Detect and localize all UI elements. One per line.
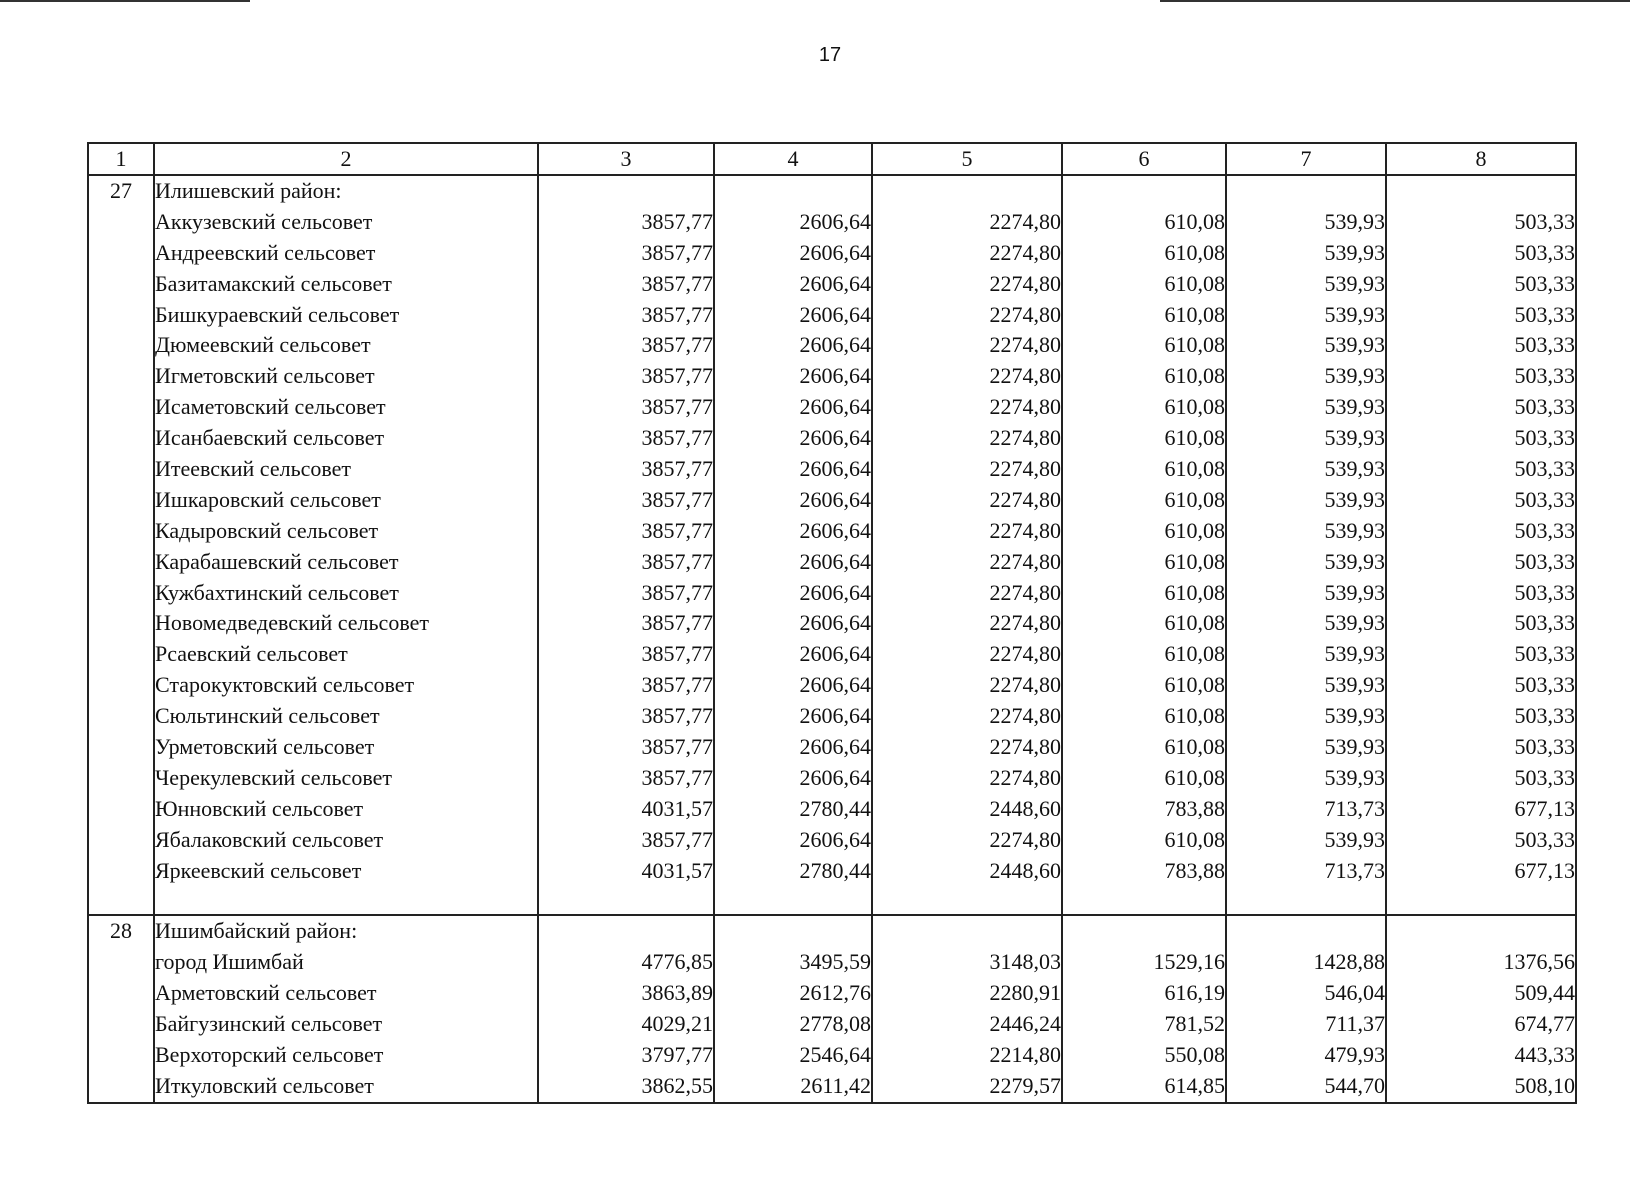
value-cell: 713,73	[1324, 795, 1385, 821]
value-cell: 3857,77	[641, 548, 713, 574]
value-cell: 2274,80	[989, 703, 1061, 729]
value-cell: 2606,64	[799, 703, 871, 729]
value-cell: 539,93	[1324, 610, 1385, 636]
value-cell: 503,33	[1514, 548, 1575, 574]
value-cell: 610,08	[1164, 764, 1225, 790]
value-column-3	[538, 175, 714, 915]
value-cell: 2612,76	[799, 980, 871, 1006]
value-cell: 2274,80	[989, 456, 1061, 482]
value-cell: 503,33	[1514, 764, 1575, 790]
value-cell: 610,08	[1164, 826, 1225, 852]
value-blank	[1387, 176, 1575, 207]
value-cell: 539,93	[1324, 270, 1385, 296]
value-cell: 3495,59	[799, 949, 871, 975]
settlement-name: Старокуктовский сельсовет	[155, 672, 415, 698]
value-cell: 3857,77	[641, 239, 713, 265]
value-cell: 2606,64	[799, 456, 871, 482]
value-cell: 3857,77	[641, 270, 713, 296]
value-blank	[539, 176, 713, 207]
settlement-name: Иткуловский сельсовет	[155, 1072, 374, 1098]
value-cell: 1529,16	[1153, 949, 1225, 975]
value-cell: 2606,64	[799, 394, 871, 420]
settlement-name: Рсаевский сельсовет	[155, 641, 348, 667]
value-cell: 503,33	[1514, 641, 1575, 667]
settlement-name: Игметовский сельсовет	[155, 363, 375, 389]
region-row	[88, 175, 1576, 915]
value-cell: 2606,64	[799, 301, 871, 327]
settlement-name: Бишкураевский сельсовет	[155, 301, 400, 327]
settlement-name: Кужбахтинский сельсовет	[155, 579, 399, 605]
value-cell: 2606,64	[799, 641, 871, 667]
value-cell: 509,44	[1514, 980, 1575, 1006]
settlement-name: Исаметовский сельсовет	[155, 394, 386, 420]
settlement-name: город Ишимбай	[155, 949, 304, 975]
value-column-7	[1226, 175, 1386, 915]
value-cell: 2274,80	[989, 363, 1061, 389]
value-cell: 3857,77	[641, 332, 713, 358]
region-number: 27	[110, 178, 132, 203]
value-cell: 2780,44	[799, 795, 871, 821]
value-cell: 539,93	[1324, 301, 1385, 327]
data-table	[87, 142, 1577, 1104]
value-cell: 2606,64	[799, 486, 871, 512]
value-cell: 2274,80	[989, 425, 1061, 451]
value-cell: 3857,77	[641, 394, 713, 420]
value-cell: 2274,80	[989, 764, 1061, 790]
region-number-cell	[88, 915, 154, 1102]
column-header: 7	[1226, 143, 1386, 175]
value-cell: 539,93	[1324, 734, 1385, 760]
value-cell: 610,08	[1164, 672, 1225, 698]
value-blank	[873, 916, 1061, 947]
value-cell: 539,93	[1324, 672, 1385, 698]
value-cell: 610,08	[1164, 363, 1225, 389]
value-cell: 2606,64	[799, 239, 871, 265]
value-cell: 2448,60	[989, 857, 1061, 883]
value-cell: 3857,77	[641, 579, 713, 605]
value-cell: 539,93	[1324, 548, 1385, 574]
column-header: 8	[1386, 143, 1576, 175]
value-cell: 2274,80	[989, 579, 1061, 605]
region-block	[88, 175, 1576, 915]
column-header: 4	[714, 143, 872, 175]
value-cell: 539,93	[1324, 517, 1385, 543]
value-cell: 3148,03	[989, 949, 1061, 975]
settlement-name: Аккузевский сельсовет	[155, 208, 373, 234]
value-cell: 503,33	[1514, 579, 1575, 605]
value-blank	[1063, 176, 1225, 207]
value-cell: 2778,08	[799, 1011, 871, 1037]
value-cell: 4031,57	[641, 857, 713, 883]
value-cell: 546,04	[1324, 980, 1385, 1006]
value-cell: 3857,77	[641, 703, 713, 729]
region-spacer	[155, 886, 537, 914]
value-cell: 610,08	[1164, 239, 1225, 265]
page-number: 17	[818, 44, 842, 66]
value-cell: 503,33	[1514, 826, 1575, 852]
value-cell: 3857,77	[641, 301, 713, 327]
value-cell: 2274,80	[989, 239, 1061, 265]
value-cell: 2280,91	[989, 980, 1061, 1006]
value-cell: 2274,80	[989, 826, 1061, 852]
value-cell: 610,08	[1164, 332, 1225, 358]
value-cell: 539,93	[1324, 703, 1385, 729]
value-cell: 2446,24	[989, 1011, 1061, 1037]
value-cell: 2606,64	[799, 579, 871, 605]
value-cell: 674,77	[1514, 1011, 1575, 1037]
value-cell: 781,52	[1164, 1011, 1225, 1037]
value-cell: 3862,55	[641, 1072, 713, 1098]
settlement-name: Юнновский сельсовет	[155, 795, 364, 821]
value-cell: 4031,57	[641, 795, 713, 821]
settlement-name: Арметовский сельсовет	[155, 980, 377, 1006]
column-header: 6	[1062, 143, 1226, 175]
column-header: 3	[538, 143, 714, 175]
value-cell: 503,33	[1514, 394, 1575, 420]
value-cell: 539,93	[1324, 208, 1385, 234]
value-cell: 2780,44	[799, 857, 871, 883]
value-cell: 610,08	[1164, 208, 1225, 234]
value-cell: 610,08	[1164, 703, 1225, 729]
region-row	[88, 915, 1576, 1102]
value-cell: 539,93	[1324, 394, 1385, 420]
value-cell: 610,08	[1164, 641, 1225, 667]
value-cell: 3857,77	[641, 425, 713, 451]
value-cell: 503,33	[1514, 425, 1575, 451]
value-cell: 503,33	[1514, 208, 1575, 234]
value-column-6	[1062, 175, 1226, 915]
value-cell: 539,93	[1324, 456, 1385, 482]
value-cell: 3797,77	[641, 1042, 713, 1068]
value-column-6	[1062, 915, 1226, 1102]
value-cell: 3857,77	[641, 672, 713, 698]
region-number-cell	[88, 175, 154, 915]
value-cell: 2606,64	[799, 270, 871, 296]
value-cell: 539,93	[1324, 425, 1385, 451]
settlement-name: Верхоторский сельсовет	[155, 1042, 384, 1068]
value-cell: 2274,80	[989, 332, 1061, 358]
region-number: 28	[110, 918, 132, 944]
value-cell: 614,85	[1164, 1072, 1225, 1098]
value-cell: 2606,64	[799, 332, 871, 358]
value-cell: 2606,64	[799, 208, 871, 234]
settlement-name: Дюмеевский сельсовет	[155, 332, 371, 358]
value-cell: 2448,60	[989, 795, 1061, 821]
value-cell: 2274,80	[989, 734, 1061, 760]
settlement-name: Базитамакский сельсовет	[155, 270, 392, 296]
settlement-name: Андреевский сельсовет	[155, 239, 376, 265]
value-cell: 2214,80	[989, 1042, 1061, 1068]
settlement-name: Итеевский сельсовет	[155, 456, 352, 482]
value-cell: 2546,64	[799, 1042, 871, 1068]
value-blank	[539, 916, 713, 947]
value-cell: 544,70	[1324, 1072, 1385, 1098]
value-cell: 503,33	[1514, 332, 1575, 358]
value-cell: 2274,80	[989, 208, 1061, 234]
value-cell: 539,93	[1324, 486, 1385, 512]
column-number-row	[88, 143, 1576, 175]
value-cell: 479,93	[1324, 1042, 1385, 1068]
value-cell: 3857,77	[641, 486, 713, 512]
value-cell: 2606,64	[799, 734, 871, 760]
settlement-name: Яркеевский сельсовет	[155, 857, 362, 883]
value-cell: 610,08	[1164, 425, 1225, 451]
value-cell: 539,93	[1324, 363, 1385, 389]
settlement-name: Байгузинский сельсовет	[155, 1011, 383, 1037]
value-column-7	[1226, 915, 1386, 1102]
scan-edge-line	[0, 0, 250, 2]
value-cell: 1428,88	[1313, 949, 1385, 975]
value-blank	[715, 916, 871, 947]
value-cell: 503,33	[1514, 703, 1575, 729]
value-cell: 2274,80	[989, 270, 1061, 296]
value-cell: 616,19	[1164, 980, 1225, 1006]
column-header: 5	[872, 143, 1062, 175]
value-cell: 2274,80	[989, 394, 1061, 420]
value-cell: 3857,77	[641, 764, 713, 790]
settlement-name-cell	[154, 915, 538, 1102]
value-cell: 503,33	[1514, 270, 1575, 296]
value-cell: 2606,64	[799, 425, 871, 451]
settlement-name: Ишкаровский сельсовет	[155, 486, 381, 512]
value-blank	[1227, 176, 1385, 207]
value-cell: 2606,64	[799, 517, 871, 543]
value-cell: 610,08	[1164, 301, 1225, 327]
value-cell: 539,93	[1324, 579, 1385, 605]
settlement-name: Сюльтинский сельсовет	[155, 703, 380, 729]
value-cell: 1376,56	[1503, 949, 1575, 975]
value-cell: 2611,42	[800, 1072, 871, 1098]
value-cell: 503,33	[1514, 672, 1575, 698]
value-cell: 3857,77	[641, 208, 713, 234]
settlement-name: Новомедведевский сельсовет	[155, 610, 429, 636]
value-cell: 610,08	[1164, 548, 1225, 574]
value-cell: 503,33	[1514, 486, 1575, 512]
value-cell: 2279,57	[989, 1072, 1061, 1098]
value-cell: 503,33	[1514, 301, 1575, 327]
value-cell: 3857,77	[641, 641, 713, 667]
value-cell: 711,37	[1325, 1011, 1385, 1037]
value-cell: 610,08	[1164, 270, 1225, 296]
settlement-name: Карабашевский сельсовет	[155, 548, 399, 574]
value-cell: 503,33	[1514, 734, 1575, 760]
value-cell: 4029,21	[641, 1011, 713, 1037]
value-cell: 3857,77	[641, 826, 713, 852]
region-title: Ишимбайский район:	[155, 918, 358, 944]
value-cell: 508,10	[1514, 1072, 1575, 1098]
value-cell: 610,08	[1164, 579, 1225, 605]
value-cell: 2274,80	[989, 610, 1061, 636]
value-cell: 2274,80	[989, 672, 1061, 698]
value-cell: 783,88	[1164, 795, 1225, 821]
value-cell: 503,33	[1514, 517, 1575, 543]
value-cell: 3857,77	[641, 734, 713, 760]
value-cell: 2606,64	[799, 672, 871, 698]
value-blank	[1387, 916, 1575, 947]
value-blank	[1063, 916, 1225, 947]
value-cell: 443,33	[1514, 1042, 1575, 1068]
value-cell: 503,33	[1514, 610, 1575, 636]
value-cell: 539,93	[1324, 826, 1385, 852]
value-column-8	[1386, 915, 1576, 1102]
value-cell: 610,08	[1164, 734, 1225, 760]
value-cell: 3857,77	[641, 610, 713, 636]
region-title: Илишевский район:	[155, 178, 342, 203]
settlement-name: Урметовский сельсовет	[155, 734, 375, 760]
value-cell: 610,08	[1164, 456, 1225, 482]
value-cell: 4776,85	[641, 949, 713, 975]
column-header: 2	[154, 143, 538, 175]
value-cell: 2606,64	[799, 764, 871, 790]
value-cell: 503,33	[1514, 456, 1575, 482]
value-cell: 2606,64	[799, 610, 871, 636]
value-cell: 503,33	[1514, 363, 1575, 389]
value-cell: 610,08	[1164, 394, 1225, 420]
value-cell: 2274,80	[989, 641, 1061, 667]
value-cell: 539,93	[1324, 332, 1385, 358]
value-cell: 539,93	[1324, 764, 1385, 790]
value-cell: 2274,80	[989, 517, 1061, 543]
value-cell: 3857,77	[641, 456, 713, 482]
scan-edge-line	[1160, 0, 1630, 2]
value-cell: 610,08	[1164, 610, 1225, 636]
value-cell: 3857,77	[641, 363, 713, 389]
value-column-8	[1386, 175, 1576, 915]
column-header: 1	[88, 143, 154, 175]
settlement-name-cell	[154, 175, 538, 915]
value-blank	[1227, 916, 1385, 947]
value-cell: 677,13	[1514, 795, 1575, 821]
value-column-3	[538, 915, 714, 1102]
value-cell: 539,93	[1324, 641, 1385, 667]
value-cell: 2274,80	[989, 548, 1061, 574]
settlement-name: Исанбаевский сельсовет	[155, 425, 385, 451]
value-cell: 2606,64	[799, 363, 871, 389]
value-column-4	[714, 915, 872, 1102]
value-cell: 2606,64	[799, 548, 871, 574]
value-cell: 610,08	[1164, 517, 1225, 543]
value-column-5	[872, 915, 1062, 1102]
value-cell: 677,13	[1514, 857, 1575, 883]
value-cell: 3863,89	[641, 980, 713, 1006]
value-cell: 783,88	[1164, 857, 1225, 883]
settlement-name: Черекулевский сельсовет	[155, 764, 392, 790]
value-cell: 610,08	[1164, 486, 1225, 512]
value-cell: 3857,77	[641, 517, 713, 543]
value-cell: 2274,80	[989, 486, 1061, 512]
value-cell: 2606,64	[799, 826, 871, 852]
value-cell: 2274,80	[989, 301, 1061, 327]
value-blank	[715, 176, 871, 207]
value-column-4	[714, 175, 872, 915]
settlement-name: Ябалаковский сельсовет	[155, 826, 384, 852]
region-block	[88, 915, 1576, 1102]
value-cell: 713,73	[1324, 857, 1385, 883]
value-column-5	[872, 175, 1062, 915]
value-cell: 550,08	[1164, 1042, 1225, 1068]
value-cell: 539,93	[1324, 239, 1385, 265]
value-cell: 503,33	[1514, 239, 1575, 265]
value-blank	[873, 176, 1061, 207]
settlement-name: Кадыровский сельсовет	[155, 517, 379, 543]
